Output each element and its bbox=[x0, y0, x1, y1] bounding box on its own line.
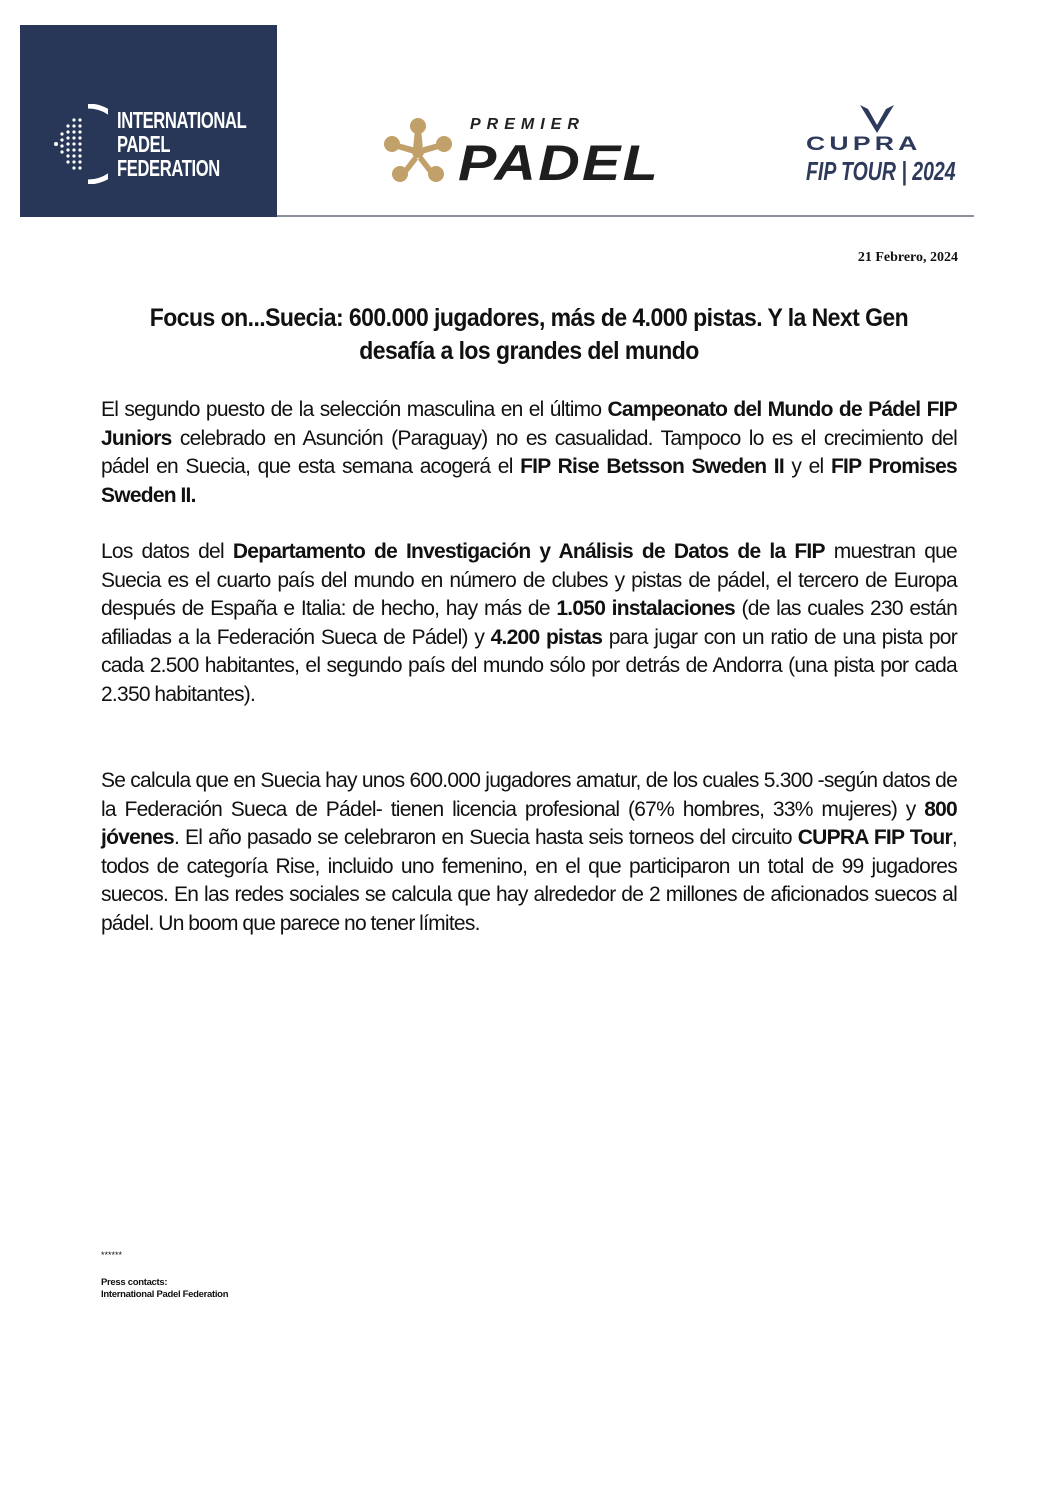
header-divider bbox=[277, 215, 974, 217]
premier-padel-flower-icon bbox=[384, 117, 452, 183]
bold-text: CUPRA FIP Tour bbox=[797, 826, 952, 850]
contacts-org: International Padel Federation bbox=[101, 1289, 229, 1300]
ipf-line-1: INTERNATIONAL bbox=[117, 107, 247, 133]
bold-text: Departamento de Investigación y Análisis de Datos de la FIP bbox=[232, 540, 825, 563]
separator: ****** bbox=[101, 1250, 123, 1260]
bold-text: FIP Rise Betsson Sweden II bbox=[520, 455, 784, 479]
ipf-logo-text bbox=[117, 108, 246, 180]
bold-text: 4.200 pistas bbox=[490, 625, 603, 649]
premier-text: PREMIER bbox=[470, 116, 585, 133]
cupra-text: CUPRA bbox=[806, 134, 922, 155]
cupra-logo-icon bbox=[858, 103, 896, 135]
text-run: (de las cuales 230 están afiliadas a la Federación Sueca de Pádel) y bbox=[101, 597, 958, 649]
text-run: y el bbox=[783, 455, 831, 479]
ipf-line-3: FEDERATION bbox=[117, 155, 220, 181]
ipf-line-2: PADEL bbox=[117, 131, 171, 157]
contacts-label: Press contacts: bbox=[101, 1277, 168, 1288]
bold-text: Campeonato del Mundo de Pádel FIP Juniors bbox=[101, 398, 957, 450]
ipf-ball-icon bbox=[48, 104, 108, 184]
page-title: Focus on...Suecia: 600.000 jugadores, más de 4.000 pistas. Y la Next Gen desafía a los grandes del mundo bbox=[149, 304, 909, 365]
text-run: , todos de categoría Rise, incluido uno femenino, en el que participaron un total de 99 jugadores suecos. En las redes sociales se calcula que hay alrededor de 2 millones de aficionados suecos al pádel. Un boom que parece no tener límites. bbox=[101, 826, 957, 935]
text-run: celebrado en Asunción (Paraguay) no es casualidad. Tampoco lo es el crecimiento del pádel en Suecia, que esta semana acogerá el bbox=[101, 426, 957, 479]
text-run: Se calcula que en Suecia hay unos 600.000 jugadores amatur, de los cuales 5.300 -según datos de la Federación Sueca de Pádel- tienen licencia profesional (67% hombres, 33% mujeres) y bbox=[101, 769, 957, 821]
paragraph-3 bbox=[101, 767, 957, 939]
text-run: muestran que Suecia es el cuarto país del mundo en número de clubes y pistas de pádel, el tercero de Europa después de España e Italia: de hecho, hay más de bbox=[101, 540, 957, 621]
tour-year: 2024 bbox=[912, 156, 956, 186]
press-contacts bbox=[101, 1277, 228, 1301]
bold-text: FIP Promises Sweden II. bbox=[101, 455, 957, 507]
tour-label: FIP TOUR bbox=[806, 156, 896, 186]
text-run: . El año pasado se celebraron en Suecia hasta seis torneos del circuito bbox=[173, 826, 798, 850]
text-run: para jugar con un ratio de una pista por cada 2.500 habitantes, el segundo país del mundo sólo por detrás de Andorra (una pista por cada 2.350 habitantes). bbox=[101, 625, 957, 706]
paragraph-1 bbox=[101, 396, 957, 510]
text-run: Los datos del bbox=[101, 540, 233, 563]
padel-text: PADEL bbox=[458, 135, 661, 191]
bold-text: 800 jóvenes bbox=[101, 797, 957, 850]
bold-text: 1.050 instalaciones bbox=[556, 597, 735, 621]
text-run: El segundo puesto de la selección masculina en el último bbox=[101, 398, 608, 421]
press-date: 21 Febrero, 2024 bbox=[857, 250, 958, 265]
paragraph-2 bbox=[101, 538, 957, 710]
fip-tour-text: FIP TOUR | 2024 bbox=[806, 156, 956, 186]
